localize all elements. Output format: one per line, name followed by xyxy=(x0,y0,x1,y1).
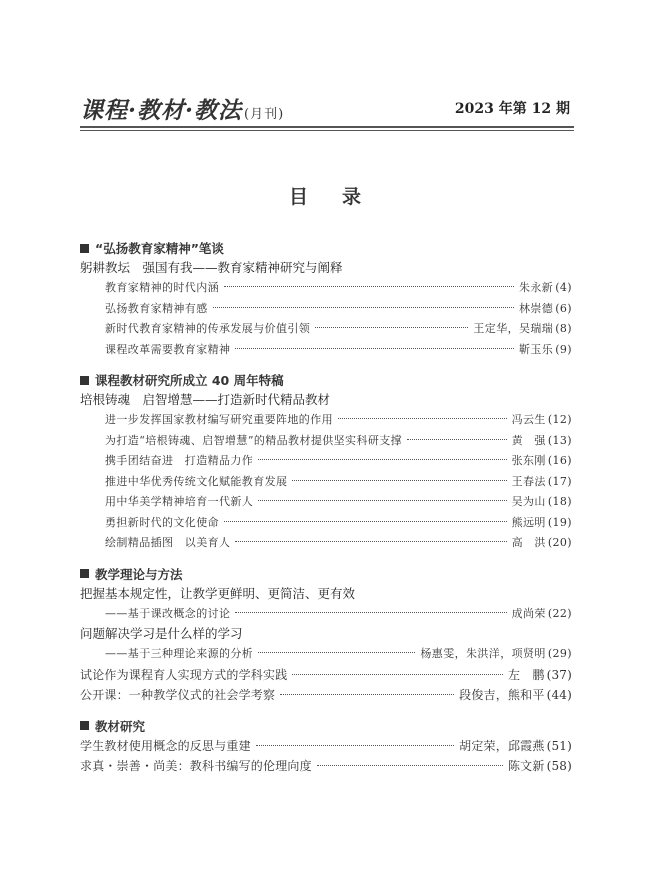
page-title: 目录 xyxy=(288,186,395,208)
toc-entry[interactable] xyxy=(80,644,572,665)
section-heading xyxy=(80,716,572,736)
entry-author: 王定华，吴瑞瑞 xyxy=(473,322,554,335)
journal-title xyxy=(80,92,284,125)
journal-header xyxy=(80,88,574,128)
dot-leader xyxy=(224,521,507,522)
entry-page: (8) xyxy=(555,322,572,335)
article-title[interactable]: 问题解决学习是什么样的学习 xyxy=(80,626,243,641)
dot-leader xyxy=(315,327,468,328)
square-bullet-icon xyxy=(80,376,89,385)
entry-page: (6) xyxy=(555,301,572,315)
section-heading xyxy=(80,370,572,390)
entry-author: 王春法 xyxy=(511,474,546,488)
article-title[interactable]: 把握基本规定性，让教学更鲜明、更简洁、更有效 xyxy=(80,585,356,601)
entry-author: 左 鹏 xyxy=(507,667,545,682)
entry-author: 吴为山 xyxy=(511,495,546,508)
dot-leader xyxy=(407,439,507,440)
toc-entry[interactable] xyxy=(80,278,572,299)
entry-page: (4) xyxy=(555,281,572,294)
square-bullet-icon xyxy=(80,569,89,578)
dot-leader xyxy=(258,500,506,501)
section-heading-label: “弘扬教育家精神”笔谈 xyxy=(95,241,224,256)
section-heading-label: 教材研究 xyxy=(95,718,146,734)
entry-title: 教育家精神的时代内涵 xyxy=(105,281,219,294)
journal-frequency: (月刊) xyxy=(244,107,285,122)
entry-subtitle: ——基于课改概念的讨论 xyxy=(105,606,231,620)
group-title: 躬耕教坛 强国有我——教育家精神研究与阐释 xyxy=(80,260,343,275)
dot-leader xyxy=(338,418,507,419)
issue-number: 2023 年第 12 期 xyxy=(454,101,570,117)
toc-entry[interactable] xyxy=(80,451,572,472)
entry-author: 高 洪 xyxy=(511,536,546,549)
entry-author: 胡定荣，邱霞燕 xyxy=(459,738,545,753)
entry-author: 段俊吉，熊和平 xyxy=(459,688,545,702)
square-bullet-icon xyxy=(80,244,89,253)
group-title: 培根铸魂 启智增慧——打造新时代精品教材 xyxy=(80,392,331,407)
dot-leader xyxy=(292,480,506,481)
section-heading-label: 课程教材研究所成立 40 周年特稿 xyxy=(95,373,284,388)
entry-title: 弘扬教育家精神有感 xyxy=(105,301,208,315)
dot-leader xyxy=(224,286,514,287)
entry-page: (29) xyxy=(547,647,572,660)
toc-entry[interactable] xyxy=(80,492,572,513)
entry-author: 杨惠雯，朱洪洋，项贤明 xyxy=(420,647,546,660)
entry-author: 黄 强 xyxy=(511,433,546,447)
toc-entry[interactable] xyxy=(80,736,572,757)
dot-leader xyxy=(235,348,514,349)
entry-page: (18) xyxy=(547,495,572,508)
entry-page: (51) xyxy=(546,738,572,753)
header-rule-thick xyxy=(80,126,574,128)
toc-entry[interactable] xyxy=(80,604,572,625)
toc-entry[interactable] xyxy=(80,685,572,706)
entry-author: 成尚荣 xyxy=(511,606,546,620)
entry-title: 勇担新时代的文化使命 xyxy=(105,515,219,529)
dot-leader xyxy=(235,541,506,542)
entry-title: 公开课：一种教学仪式的社会学考察 xyxy=(80,688,276,702)
entry-title: 携手团结奋进 打造精品力作 xyxy=(105,454,254,467)
toc-entry[interactable] xyxy=(80,319,572,340)
entry-page: (13) xyxy=(547,433,572,447)
toc-entry[interactable] xyxy=(80,513,572,534)
square-bullet-icon xyxy=(80,721,89,730)
journal-name: 课程·教材·教法 xyxy=(80,97,243,124)
entry-page: (44) xyxy=(546,688,572,702)
section-heading-label: 教学理论与方法 xyxy=(95,566,183,582)
toc-entry[interactable] xyxy=(80,533,572,554)
toc-entry[interactable] xyxy=(80,472,572,493)
header-rule-thin xyxy=(80,130,574,131)
entry-author: 张东刚 xyxy=(511,454,546,467)
entry-title: 推进中华优秀传统文化赋能教育发展 xyxy=(105,474,288,488)
toc-entry[interactable] xyxy=(80,431,572,452)
entry-title: 试论作为课程育人实现方式的学科实践 xyxy=(80,667,288,682)
table-of-contents xyxy=(80,238,572,777)
dot-leader xyxy=(258,652,415,653)
entry-author: 朱永新 xyxy=(519,281,554,294)
entry-title: 学生教材使用概念的反思与重建 xyxy=(80,738,251,753)
entry-title: 新时代教育家精神的传承发展与价值引领 xyxy=(105,322,311,335)
dot-leader xyxy=(235,612,506,613)
dot-leader xyxy=(292,674,503,675)
entry-page: (12) xyxy=(547,413,572,426)
toc-entry[interactable] xyxy=(80,299,572,320)
entry-title: 进一步发挥国家教材编写研究重要阵地的作用 xyxy=(105,413,333,426)
entry-author: 陈文新 xyxy=(507,759,545,773)
entry-page: (22) xyxy=(547,606,572,620)
toc-entry[interactable] xyxy=(80,410,572,431)
toc-entry[interactable] xyxy=(80,340,572,361)
entry-author: 熊远明 xyxy=(511,515,546,529)
entry-page: (16) xyxy=(547,454,572,467)
entry-page: (17) xyxy=(547,474,572,488)
dot-leader xyxy=(256,745,454,746)
entry-author: 靳玉乐 xyxy=(519,342,554,356)
section-heading xyxy=(80,238,572,258)
entry-title: 用中华美学精神培育一代新人 xyxy=(105,495,254,508)
dot-leader xyxy=(317,765,503,766)
entry-title: 求真・崇善・尚美：教科书编写的伦理向度 xyxy=(80,759,312,773)
toc-entry[interactable] xyxy=(80,756,572,777)
entry-title: 绘制精品插图 以美育人 xyxy=(105,536,231,549)
dot-leader xyxy=(258,459,506,460)
entry-page: (19) xyxy=(547,515,572,529)
entry-page: (20) xyxy=(547,536,572,549)
toc-entry[interactable] xyxy=(80,665,572,686)
section-heading xyxy=(80,564,572,584)
dot-leader xyxy=(280,694,454,695)
entry-title: 为打造“培根铸魂、启智增慧”的精品教材提供坚实科研支撑 xyxy=(105,433,403,447)
dot-leader xyxy=(213,307,514,308)
entry-author: 冯云生 xyxy=(511,413,546,426)
entry-page: (9) xyxy=(555,342,572,356)
entry-page: (37) xyxy=(546,667,572,682)
entry-author: 林崇德 xyxy=(519,301,554,315)
entry-subtitle: ——基于三种理论来源的分析 xyxy=(105,647,254,660)
entry-title: 课程改革需要教育家精神 xyxy=(105,342,231,356)
entry-page: (58) xyxy=(546,759,572,773)
